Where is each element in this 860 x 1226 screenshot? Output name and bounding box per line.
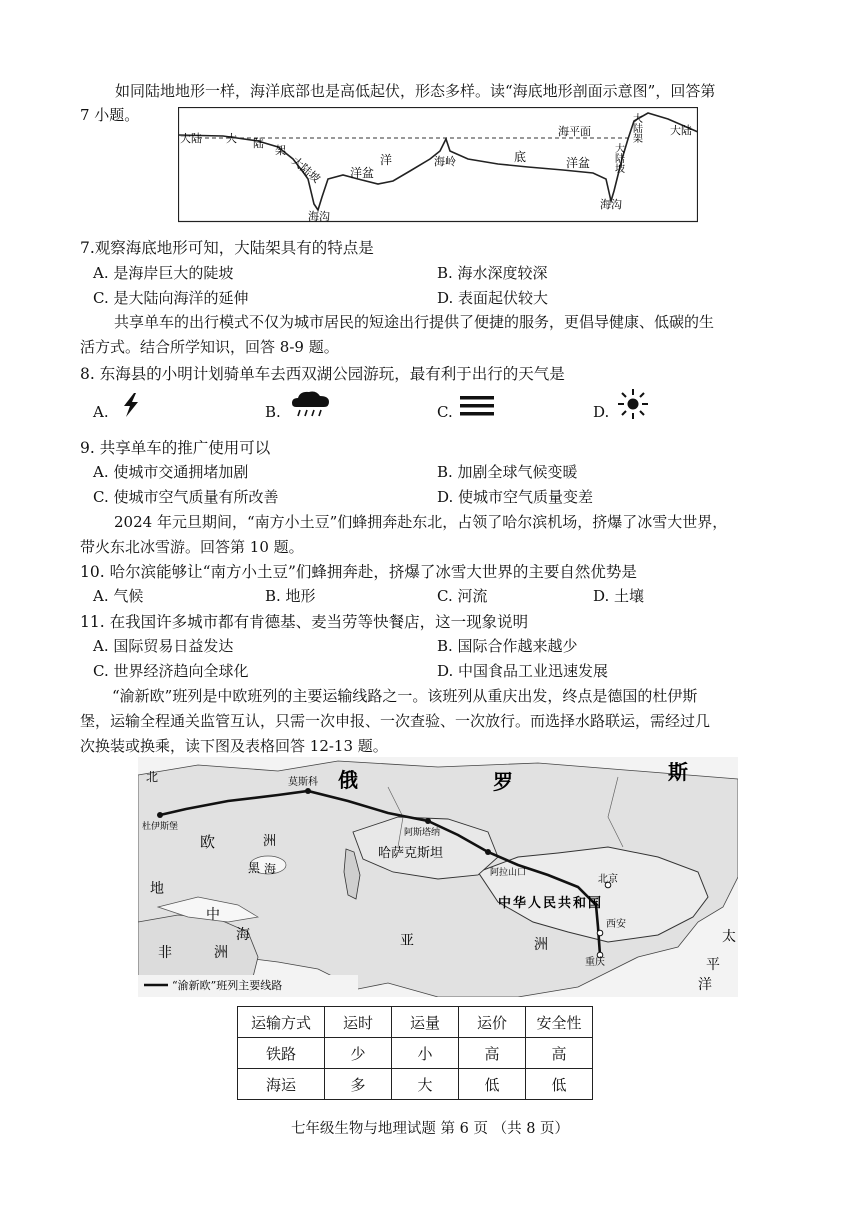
map-label-moscow: 莫斯科 — [288, 777, 318, 788]
q10-option-b: B. 地形 — [265, 587, 316, 605]
map-label-eluo-1: 俄 — [338, 768, 358, 792]
label-sea-level: 海平面 — [558, 125, 591, 138]
map-label-tai: 太 — [722, 929, 736, 945]
map-label-feizhou-2: 洲 — [214, 945, 228, 961]
label-floor-char: 底 — [514, 150, 527, 164]
table-cell: 高 — [459, 1038, 526, 1069]
q11-option-d: D. 中国食品工业迅速发展 — [437, 662, 609, 680]
q8-option-c: C. — [437, 403, 453, 421]
table-header: 运量 — [392, 1007, 459, 1038]
table-cell: 低 — [526, 1069, 593, 1100]
table-cell: 海运 — [238, 1069, 325, 1100]
label-basin-left: 洋盆 — [350, 166, 375, 180]
label-ocean-char: 洋 — [380, 153, 393, 167]
table-header: 运价 — [459, 1007, 526, 1038]
intro-q12-line1: “渝新欧”班列是中欧班列的主要运输线路之一。该班列从重庆出发，终点是德国的杜伊斯 — [112, 687, 698, 705]
q8-stem: 8. 东海县的小明计划骑单车去西双湖公园游玩，最有利于出行的天气是 — [80, 365, 565, 383]
intro-q12-line2: 堡，运输全程通关监管互认，只需一次申报、一次查验、一次放行。而选择水路联运，需经过几 — [80, 712, 711, 730]
intro-q7-line1: 如同陆地地形一样，海洋底部也是高低起伏，形态多样。读“海底地形剖面示意图”，回答第 — [115, 82, 716, 100]
q7-option-a: A. 是海岸巨大的陡坡 — [93, 264, 234, 282]
map-label-bei: 北 — [146, 770, 159, 784]
label-continent-left: 大陆 — [180, 132, 202, 145]
map-label-beijing: 北京 — [598, 874, 618, 885]
map-label-ping: 平 — [706, 957, 720, 973]
map-label-astana: 阿斯塔纳 — [404, 828, 441, 838]
table-cell: 大 — [392, 1069, 459, 1100]
map-label-heihai-1: 黑 — [248, 861, 261, 875]
map-label-feizhou-1: 非 — [158, 945, 172, 961]
q10-stem: 10. 哈尔滨能够让“南方小土豆”们蜂拥奔赴，挤爆了冰雪大世界的主要自然优势是 — [80, 563, 637, 581]
label-slope-right: 大陆坡 — [612, 143, 624, 173]
lightning-icon — [118, 392, 144, 418]
q11-stem: 11. 在我国许多城市都有肯德基、麦当劳等快餐店，这一现象说明 — [80, 613, 529, 631]
table-cell: 小 — [392, 1038, 459, 1069]
page-footer: 七年级生物与地理试题 第 6 页 （共 8 页） — [290, 1121, 570, 1137]
q9-option-d: D. 使城市空气质量变差 — [437, 488, 594, 506]
q7-option-b: B. 海水深度较深 — [437, 264, 548, 282]
intro-q12-line3: 次换装或换乘，读下图及表格回答 12-13 题。 — [80, 737, 388, 755]
seabed-profile-diagram — [178, 107, 698, 223]
map-label-duisburg: 杜伊斯堡 — [142, 822, 179, 832]
map-label-di: 地 — [150, 881, 164, 897]
fog-icon — [460, 395, 494, 417]
intro-q10-line2: 带火东北冰雪游。回答第 10 题。 — [80, 538, 304, 556]
table-header: 运输方式 — [238, 1007, 325, 1038]
map-legend-label: “渝新欧”班列主要线路 — [172, 979, 283, 992]
q9-option-a: A. 使城市交通拥堵加剧 — [93, 463, 249, 481]
table-cell: 少 — [325, 1038, 392, 1069]
map-label-eluo-3: 斯 — [668, 760, 688, 784]
map-label-kazakh: 哈萨克斯坦 — [378, 846, 444, 861]
rain-cloud-icon — [290, 389, 332, 419]
map-label-chongqing: 重庆 — [585, 957, 605, 968]
map-label-ya: 亚 — [400, 933, 414, 949]
intro-q7 — [85, 78, 775, 104]
transport-table — [237, 1006, 593, 1100]
map-label-eluo-2: 罗 — [493, 770, 513, 794]
table-row — [238, 1069, 593, 1100]
label-shelf-left-3: 架 — [275, 144, 286, 157]
label-trench-left: 海沟 — [308, 210, 330, 223]
label-slope-left: 大陆坡 — [289, 154, 323, 186]
label-shelf-left-2: 陆 — [253, 137, 264, 150]
q8-option-b: B. — [265, 403, 281, 421]
q10-option-c: C. 河流 — [437, 587, 488, 605]
map-label-china: 中华人民共和国 — [498, 896, 604, 911]
railway-route-map — [138, 757, 738, 997]
table-header-row — [238, 1007, 593, 1038]
q11-option-c: C. 世界经济趋向全球化 — [93, 662, 249, 680]
q11-option-b: B. 国际合作越来越少 — [437, 637, 578, 655]
q7-option-c: C. 是大陆向海洋的延伸 — [93, 289, 249, 307]
q9-option-c: C. 使城市空气质量有所改善 — [93, 488, 279, 506]
label-shelf-right: 大陆架 — [630, 113, 642, 143]
map-label-yazhou: 洲 — [534, 937, 548, 953]
intro-q7-line2: 7 小题。 — [80, 106, 140, 124]
label-ridge: 海岭 — [434, 155, 456, 168]
map-label-ou: 欧 — [200, 833, 216, 851]
table-cell: 铁路 — [238, 1038, 325, 1069]
sun-icon — [616, 388, 650, 420]
q10-option-a: A. 气候 — [93, 587, 144, 605]
intro-q10-line1: 2024 年元旦期间，“南方小土豆”们蜂拥奔赴东北，占领了哈尔滨机场，挤爆了冰雪大世界， — [114, 513, 728, 531]
q8-option-a: A. — [93, 403, 109, 421]
q7-stem: 7.观察海底地形可知，大陆架具有的特点是 — [80, 239, 374, 257]
map-label-yang: 洋 — [698, 977, 712, 993]
table-cell: 低 — [459, 1069, 526, 1100]
q10-option-d: D. 土壤 — [593, 587, 645, 605]
q9-option-b: B. 加剧全球气候变暖 — [437, 463, 578, 481]
label-continent-right: 大陆 — [670, 124, 692, 137]
q9-stem: 9. 共享单车的推广使用可以 — [80, 439, 271, 457]
q7-option-d: D. 表面起伏较大 — [437, 289, 549, 307]
intro-q8-line2: 活方式。结合所学知识，回答 8-9 题。 — [80, 338, 339, 356]
map-label-hai: 海 — [236, 927, 250, 943]
label-basin-right: 洋盆 — [566, 156, 591, 170]
map-label-zhou: 洲 — [263, 834, 277, 849]
map-label-xian: 西安 — [606, 919, 626, 930]
table-header: 安全性 — [526, 1007, 593, 1038]
map-label-heihai-2: 海 — [264, 862, 277, 876]
table-cell: 高 — [526, 1038, 593, 1069]
table-header: 运时 — [325, 1007, 392, 1038]
table-cell: 多 — [325, 1069, 392, 1100]
table-row — [238, 1038, 593, 1069]
map-label-zhong: 中 — [206, 907, 220, 923]
q11-option-a: A. 国际贸易日益发达 — [93, 637, 234, 655]
label-shelf-left-1: 大 — [226, 132, 237, 145]
q8-option-d: D. — [593, 403, 610, 421]
map-label-alashankou: 阿拉山口 — [490, 868, 527, 878]
label-trench-right: 海沟 — [600, 198, 622, 211]
intro-q8-line1: 共享单车的出行模式不仅为城市居民的短途出行提供了便捷的服务，更倡导健康、低碳的生 — [114, 313, 715, 331]
